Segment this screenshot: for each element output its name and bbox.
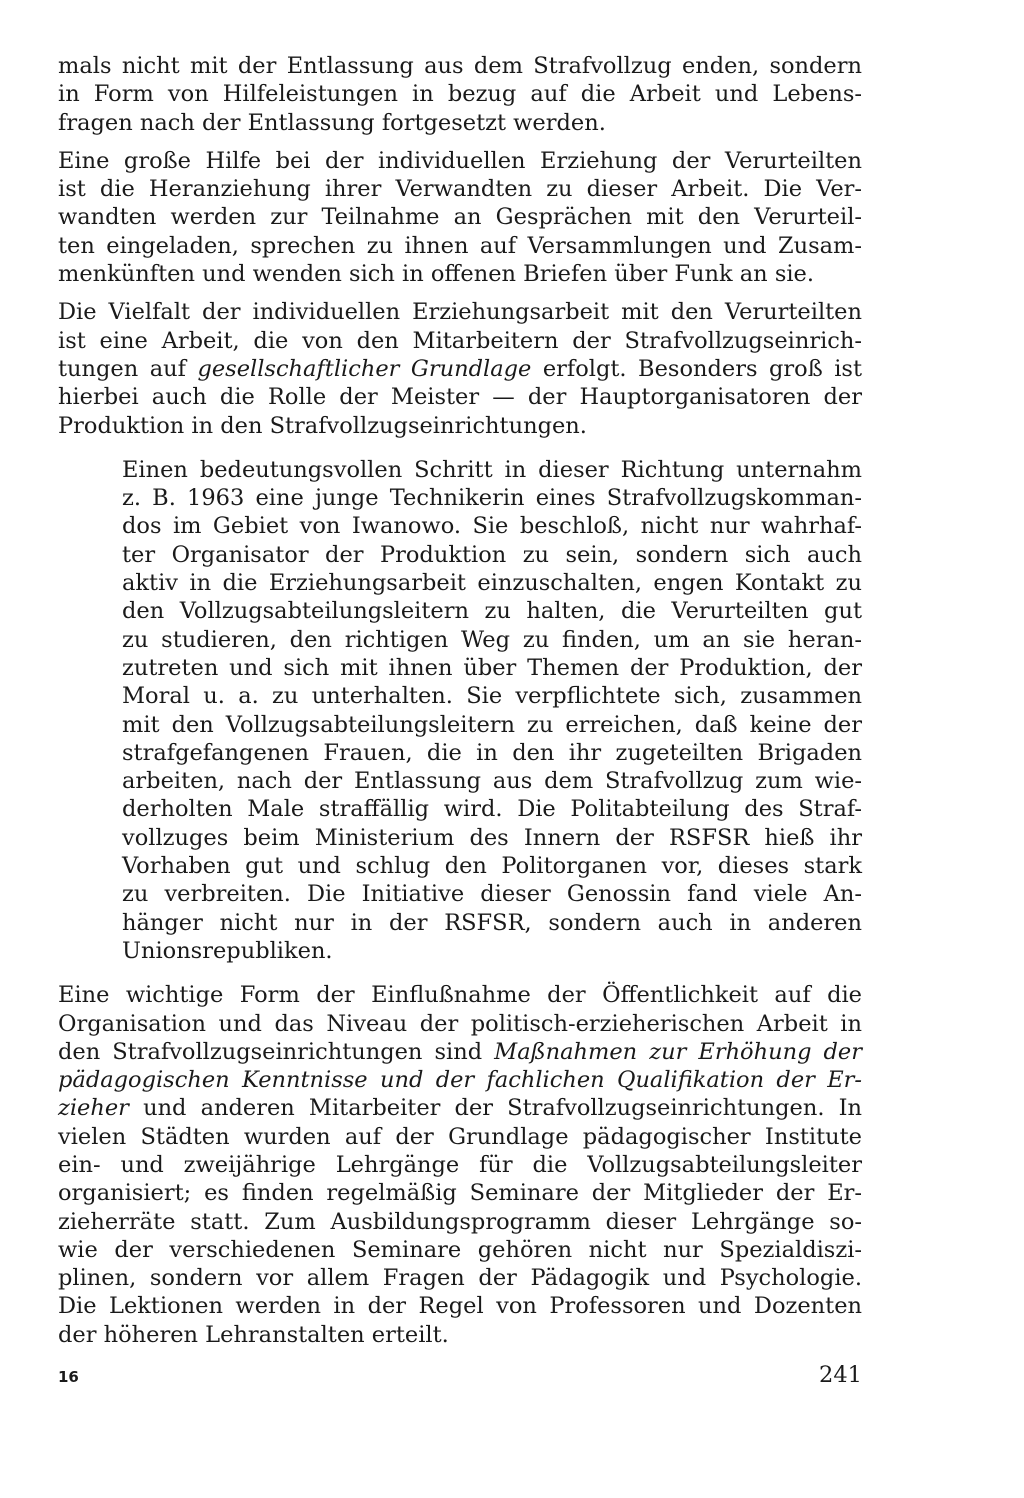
text-line: ten eingeladen, sprechen zu ihnen auf Versammlungen und Zusam- bbox=[58, 232, 862, 259]
text-line: Die Vielfalt der individuellen Erziehungsarbeit mit den Verurteilten bbox=[58, 299, 862, 326]
text-line: hänger nicht nur in der RSFSR, sondern auch in anderen bbox=[122, 909, 862, 936]
text-line: zu studieren, den richtigen Weg zu finden, um an sie heran- bbox=[122, 626, 862, 653]
paragraph-2 bbox=[58, 147, 862, 288]
text-line: Moral u. a. zu unterhalten. Sie verpflichtete sich, zusammen bbox=[122, 683, 862, 710]
text-line: arbeiten, nach der Entlassung aus dem Strafvollzug zum wie- bbox=[122, 768, 862, 795]
paragraph-1 bbox=[58, 52, 862, 137]
text-line: wandten werden zur Teilnahme an Gesprächen mit den Verurteil- bbox=[58, 204, 862, 231]
text-line: in Form von Hilfeleistungen in bezug auf die Arbeit und Lebens- bbox=[58, 81, 862, 108]
page-number: 241 bbox=[819, 1362, 862, 1388]
text-line: Die Lektionen werden in der Regel von Professoren und Dozenten bbox=[58, 1293, 862, 1320]
text-line: strafgefangenen Frauen, die in den ihr zugeteilten Brigaden bbox=[122, 739, 862, 766]
text-line: wie der verschiedenen Seminare gehören nicht nur Spezialdiszi- bbox=[58, 1236, 862, 1263]
text-line: menkünften und wenden sich in offenen Briefen über Funk an sie. bbox=[58, 261, 815, 288]
text-line: Einen bedeutungsvollen Schritt in dieser Richtung unternahm bbox=[122, 456, 862, 483]
text-line: mals nicht mit der Entlassung aus dem Strafvollzug enden, sondern bbox=[58, 53, 862, 79]
text-line: den Vollzugsabteilungsleitern zu halten, die Verurteilten gut bbox=[122, 598, 862, 625]
text-line: ter Organisator der Produktion zu sein, sondern sich auch bbox=[122, 541, 862, 568]
page-footer bbox=[58, 1362, 862, 1390]
text-line: zieherräte statt. Zum Ausbildungsprogramm dieser Lehrgänge so- bbox=[58, 1208, 862, 1235]
text-line: ist eine Arbeit, die von den Mitarbeitern der Strafvollzugseinrich- bbox=[58, 327, 862, 354]
text-line: mit den Vollzugsabteilungsleitern zu erreichen, daß keine der bbox=[122, 711, 862, 738]
text-line: vielen Städten wurden auf der Grundlage pädagogischer Institute bbox=[58, 1123, 862, 1150]
text-line: Organisation und das Niveau der politisch-erzieherischen Arbeit in bbox=[58, 1010, 862, 1037]
text-line: Produktion in den Strafvollzugseinrichtungen. bbox=[58, 412, 587, 439]
text-line: pädagogischen Kenntnisse und der fachlichen Qualifikation der Er- bbox=[58, 1067, 863, 1094]
text-line: den Strafvollzugseinrichtungen sind Maßnahmen zur Erhöhung der bbox=[58, 1038, 863, 1065]
text-line: Unionsrepubliken. bbox=[122, 937, 333, 964]
text-line: Eine wichtige Form der Einflußnahme der Öffentlichkeit auf die bbox=[58, 982, 862, 1009]
text-line: dos im Gebiet von Iwanowo. Sie beschloß, nicht nur wahrhaf- bbox=[122, 513, 862, 540]
page-body bbox=[58, 52, 862, 1359]
text-line: plinen, sondern vor allem Fragen der Pädagogik und Psychologie. bbox=[58, 1265, 862, 1292]
text-line: aktiv in die Erziehungsarbeit einzuschalten, engen Kontakt zu bbox=[122, 570, 862, 597]
signature-mark: 16 bbox=[58, 1368, 79, 1386]
text-line: zieher und anderen Mitarbeiter der Strafvollzugseinrichtungen. In bbox=[58, 1095, 862, 1122]
text-line: tungen auf gesellschaftlicher Grundlage erfolgt. Besonders groß ist bbox=[58, 355, 862, 382]
text-line: ein- und zweijährige Lehrgänge für die Vollzugsabteilungsleiter bbox=[58, 1151, 862, 1178]
text-line: ist die Heranziehung ihrer Verwandten zu dieser Arbeit. Die Ver- bbox=[58, 176, 862, 203]
text-line: Vorhaben gut und schlug den Politorganen vor, dieses stark bbox=[122, 853, 862, 880]
text-line: der höheren Lehranstalten erteilt. bbox=[58, 1321, 449, 1348]
paragraph-3 bbox=[58, 298, 862, 439]
text-line: fragen nach der Entlassung fortgesetzt werden. bbox=[58, 109, 606, 136]
text-line: z. B. 1963 eine junge Technikerin eines Strafvollzugskomman- bbox=[122, 485, 862, 512]
paragraph-5 bbox=[58, 981, 862, 1349]
text-line: zu verbreiten. Die Initiative dieser Genossin fand viele An- bbox=[122, 881, 862, 908]
text-line: hierbei auch die Rolle der Meister — der Hauptorganisatoren der bbox=[58, 384, 862, 411]
text-line: organisiert; es finden regelmäßig Seminare der Mitglieder der Er- bbox=[58, 1180, 862, 1207]
text-line: Eine große Hilfe bei der individuellen Erziehung der Verurteilten bbox=[58, 147, 862, 174]
text-line: vollzuges beim Ministerium des Innern der RSFSR hieß ihr bbox=[122, 824, 862, 851]
indented-example-paragraph bbox=[122, 456, 862, 965]
text-line: zutreten und sich mit ihnen über Themen der Produktion, der bbox=[122, 654, 862, 681]
text-line: derholten Male straffällig wird. Die Politabteilung des Straf- bbox=[122, 796, 862, 823]
